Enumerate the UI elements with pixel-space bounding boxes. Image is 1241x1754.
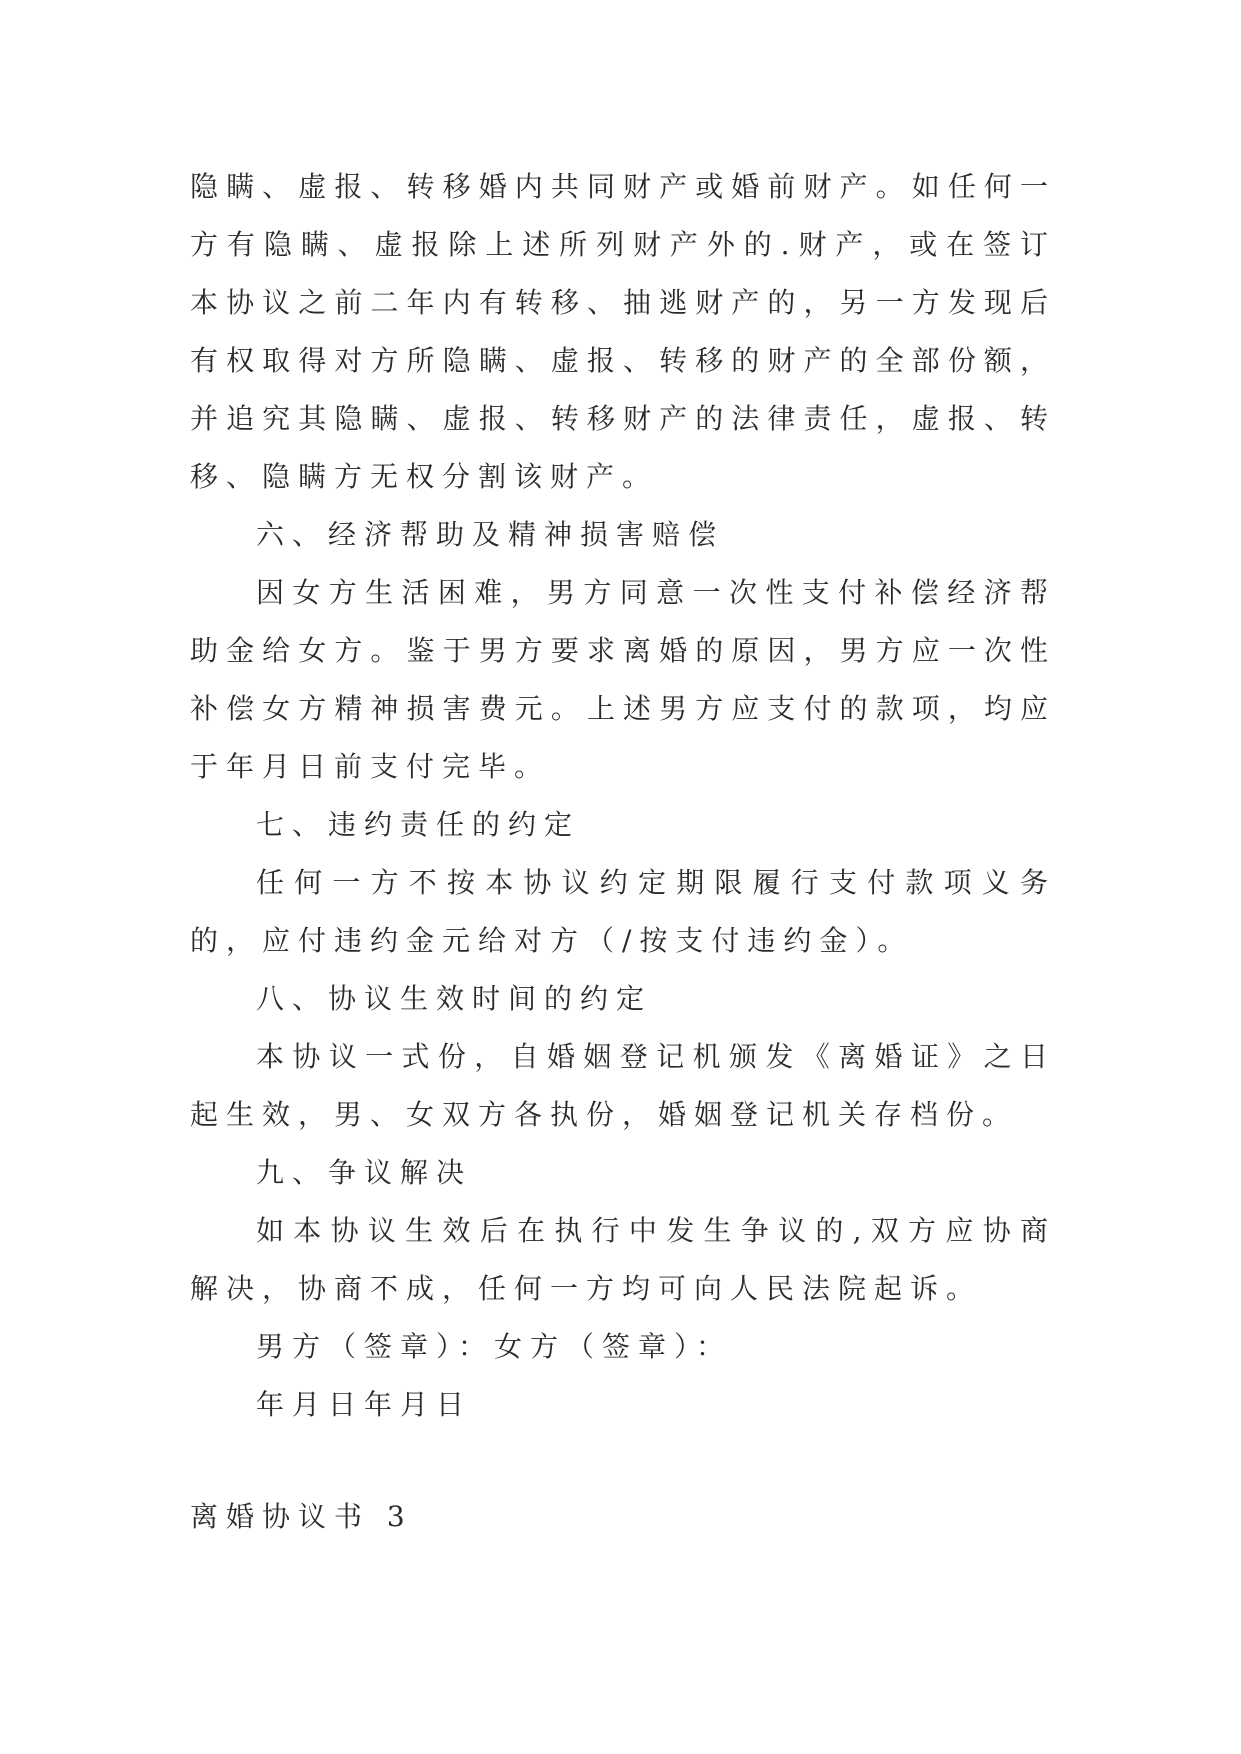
section-heading-economic-help: 六、经济帮助及精神损害赔偿 <box>256 518 725 551</box>
section-heading-dispute: 九、争议解决 <box>256 1156 473 1189</box>
paragraph-concealment-clause: 隐瞒、虚报、转移婚内共同财产或婚前财产。如任何一方有隐瞒、虚报除上述所列财产外的.财产，或在签订本协议之前二年内有转移、抽逃财产的，另一方发现后有权取得对方所隐瞒、虚报、转移的财产的全部份额，并追究其隐瞒、虚报、转移财产的法律责任，虚报、转移、隐瞒方无权分割该财产。 <box>190 170 1056 493</box>
paragraph-breach: 任何一方不按本协议约定期限履行支付款项义务的，应付违约金元给对方（/按支付违约金）。 <box>190 866 1056 957</box>
document-body <box>190 158 1056 1434</box>
section-heading-breach: 七、违约责任的约定 <box>256 808 581 841</box>
paragraph-economic-help: 因女方生活困难，男方同意一次性支付补偿经济帮助金给女方。鉴于男方要求离婚的原因，男方应一次性补偿女方精神损害费元。上述男方应支付的款项，均应于年月日前支付完毕。 <box>190 576 1056 783</box>
next-document-title: 离婚协议书 3 <box>190 1500 413 1533</box>
paragraph-effective-time: 本协议一式份，自婚姻登记机颁发《离婚证》之日起生效，男、女双方各执份，婚姻登记机关存档份。 <box>190 1040 1056 1131</box>
section-heading-effective-time: 八、协议生效时间的约定 <box>256 982 653 1015</box>
date-line: 年月日年月日 <box>256 1388 473 1421</box>
signature-line: 男方（签章）：女方（签章）： <box>256 1330 733 1363</box>
paragraph-dispute: 如本协议生效后在执行中发生争议的,双方应协商解决，协商不成，任何一方均可向人民法院起诉。 <box>190 1214 1056 1305</box>
